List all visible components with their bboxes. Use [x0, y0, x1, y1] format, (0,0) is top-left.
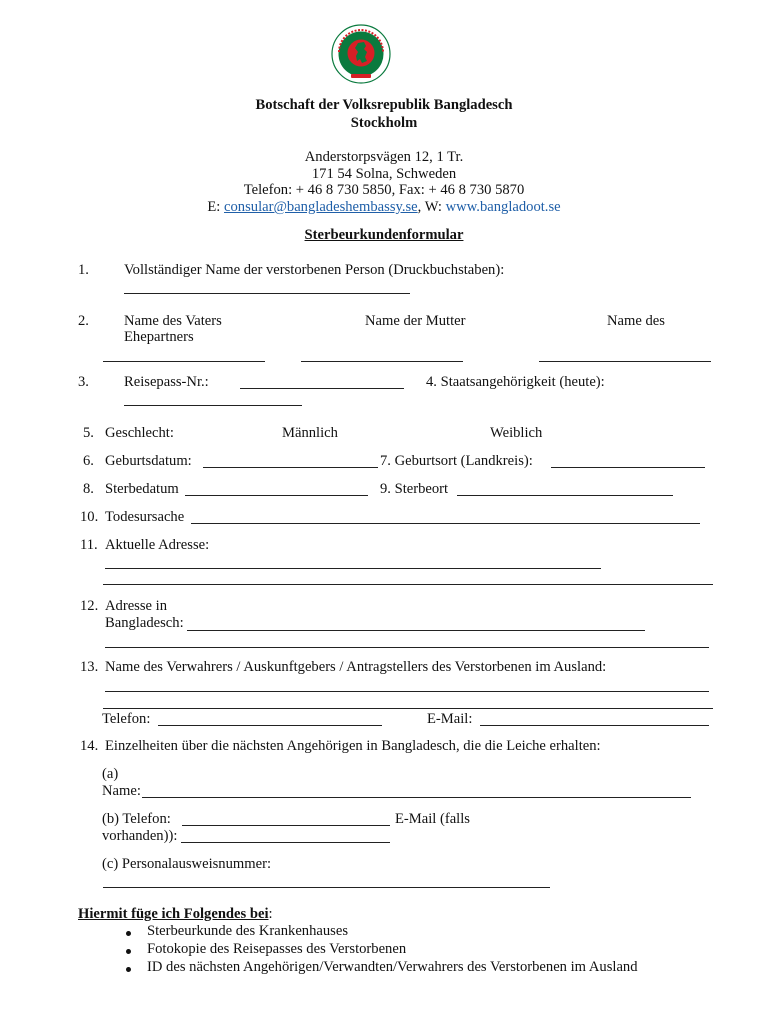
q1-number: 1.: [78, 262, 89, 278]
q14-b-phone-label: (b) Telefon:: [102, 811, 171, 827]
q14-b-phone-line[interactable]: [182, 825, 390, 826]
contact-line: [0, 199, 768, 216]
q10-label: Todesursache: [105, 509, 185, 525]
q12-label-b: Bangladesch:: [105, 615, 184, 631]
q6-number: 6.: [83, 453, 94, 469]
q14-c-line[interactable]: [103, 887, 550, 888]
q11-line-2[interactable]: [103, 584, 713, 585]
embassy-title: Botschaft der Volksrepublik Bangladesch: [255, 97, 513, 113]
q14-a-name-label: Name:: [102, 783, 141, 799]
bullet-icon: [126, 931, 131, 936]
q3-number: 3.: [78, 374, 89, 390]
q13-line-2[interactable]: [103, 708, 713, 709]
q9-label: 9. Sterbeort: [380, 481, 449, 497]
q4-label: 4. Staatsangehörigkeit (heute):: [426, 374, 605, 390]
q1-label: Vollständiger Name der verstorbenen Person (Druckbuchstaben):: [124, 262, 505, 278]
q13-email-line[interactable]: [480, 725, 709, 726]
q13-label: Name des Verwahrers / Auskunftgebers / Antragstellers des Verstorbenen im Ausland:: [105, 659, 607, 675]
q14-a-name-line[interactable]: [142, 797, 691, 798]
embassy-city: Stockholm: [350, 115, 418, 131]
q12-label-a: Adresse in: [105, 598, 168, 614]
q12-line-2[interactable]: [105, 647, 709, 648]
q8-number: 8.: [83, 481, 94, 497]
q12-number: 12.: [80, 598, 99, 614]
q5-female-option[interactable]: Weiblich: [490, 425, 543, 441]
q2-father-line[interactable]: [103, 361, 265, 362]
q5-male-option[interactable]: Männlich: [282, 425, 338, 441]
q13-phone-line[interactable]: [158, 725, 382, 726]
attachments-heading-colon: :: [268, 906, 273, 922]
attachment-item-3: ID des nächsten Angehörigen/Verwandten/Verwahrers des Verstorbenen im Ausland: [147, 959, 638, 975]
attachments-heading: [78, 906, 273, 923]
q14-label: Einzelheiten über die nächsten Angehörigen in Bangladesch, die die Leiche erhalten:: [105, 738, 601, 754]
q6-line[interactable]: [203, 467, 378, 468]
q14-b-email-label-a: E-Mail (falls: [395, 811, 470, 827]
q11-line-1[interactable]: [105, 568, 601, 569]
q5-label: Geschlecht:: [105, 425, 174, 441]
bullet-icon: [126, 949, 131, 954]
q3-label: Reisepass-Nr.:: [124, 374, 209, 390]
q1-line[interactable]: [124, 293, 410, 294]
address-street: Anderstorpsvägen 12, 1 Tr.: [304, 149, 464, 165]
q14-b-email-line[interactable]: [181, 842, 390, 843]
q2-mother-line[interactable]: [301, 361, 463, 362]
q10-number: 10.: [80, 509, 99, 525]
embassy-seal-logo: [331, 24, 391, 84]
web-prefix: , W:: [417, 199, 446, 215]
q14-b-email-label-b: vorhanden)):: [102, 828, 178, 844]
q11-label: Aktuelle Adresse:: [105, 537, 210, 553]
q2-mother-label: Name der Mutter: [365, 313, 466, 329]
q14-c-label: (c) Personalausweisnummer:: [102, 856, 271, 872]
q13-email-label: E-Mail:: [427, 711, 473, 727]
q8-label: Sterbedatum: [105, 481, 179, 497]
email-link[interactable]: consular@bangladeshembassy.se: [224, 199, 418, 215]
attachment-item-1: Sterbeurkunde des Krankenhauses: [147, 923, 349, 939]
bullet-icon: [126, 967, 131, 972]
q14-a-label: (a): [102, 766, 119, 782]
q2-number: 2.: [78, 313, 89, 329]
q14-number: 14.: [80, 738, 99, 754]
q2-spouse-line[interactable]: [539, 361, 711, 362]
q8-line[interactable]: [185, 495, 368, 496]
q5-number: 5.: [83, 425, 94, 441]
q13-number: 13.: [80, 659, 99, 675]
q4-line[interactable]: [124, 405, 302, 406]
q2-father-label: Name des Vaters: [124, 313, 222, 329]
q2-spouse-label-a: Name des: [607, 313, 665, 329]
q2-spouse-label-b: Ehepartners: [124, 329, 194, 345]
phone-fax: Telefon: + 46 8 730 5850, Fax: + 46 8 730 5870: [243, 182, 525, 198]
q6-label: Geburtsdatum:: [105, 453, 192, 469]
q13-line-1[interactable]: [105, 691, 709, 692]
form-title: Sterbeurkundenformular: [304, 227, 464, 243]
q7-label: 7. Geburtsort (Landkreis):: [380, 453, 533, 469]
q7-line[interactable]: [551, 467, 705, 468]
q12-line-1[interactable]: [187, 630, 645, 631]
attachment-item-2: Fotokopie des Reisepasses des Verstorbenen: [147, 941, 407, 957]
attachments-heading-text: Hiermit füge ich Folgendes bei: [78, 906, 269, 922]
q9-line[interactable]: [457, 495, 673, 496]
q13-phone-label: Telefon:: [102, 711, 151, 727]
q11-number: 11.: [80, 537, 98, 553]
web-link[interactable]: www.bangladoot.se: [445, 199, 561, 215]
q3-line[interactable]: [240, 388, 404, 389]
email-prefix: E:: [207, 199, 225, 215]
q10-line[interactable]: [191, 523, 700, 524]
address-city: 171 54 Solna, Schweden: [311, 166, 457, 182]
